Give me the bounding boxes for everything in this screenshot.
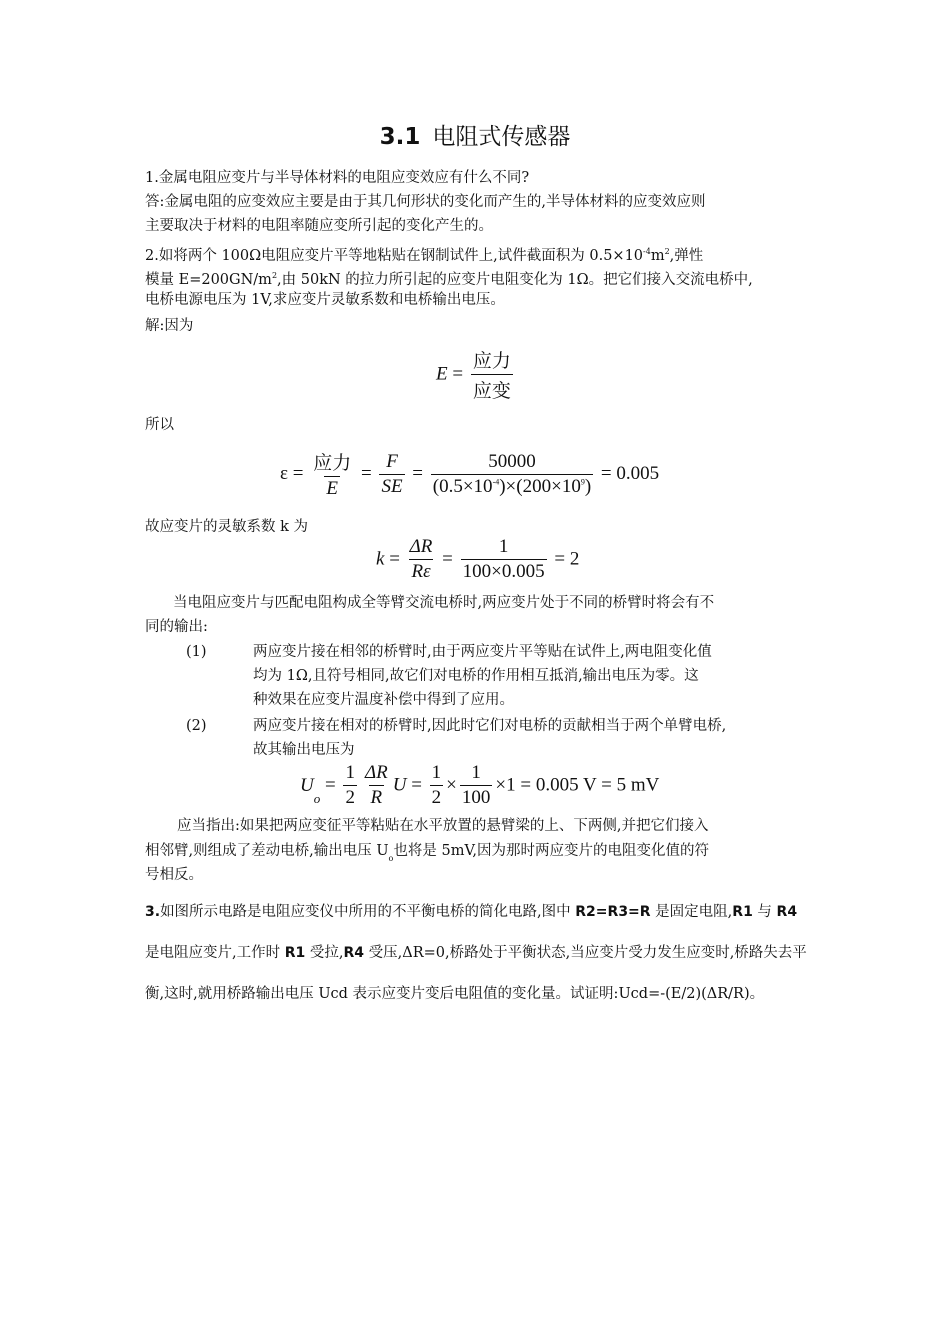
q2-line3: 电桥电源电压为 1V,求应变片灵敏系数和电桥输出电压。 xyxy=(145,292,505,308)
q2-solution-label: 解:因为 xyxy=(145,318,194,334)
case2-line1: 两应变片接在相对的桥臂时,因此时它们对电桥的贡献相当于两个单臂电桥, xyxy=(253,718,727,734)
formula-output-voltage: $U_o$ = $\frac{1}{2}$ $\frac{\Delta R}{R}$ U = $\frac{1}{2}$ × $\frac{1}{100}$ ×1 = 0.005 V = 5 mV xyxy=(300,762,660,808)
formula-modulus: E = $\frac{\text{应力}}{\text{应变}}$ xyxy=(436,351,511,402)
case2-label: (2) xyxy=(186,718,207,734)
q2-k-intro: 故应变片的灵敏系数 k 为 xyxy=(145,519,309,535)
note-line1: 应当指出:如果把两应变征平等粘贴在水平放置的悬臂梁的上、下两侧,并把它们接入 xyxy=(177,818,709,834)
q2-line2: 模量 $E=200GN/m^2$,由 50kN 的拉力所引起的应变片电阻变化为 1Ω。把它们接入交流电桥中, xyxy=(145,271,753,288)
q3-paragraph: 3.如图所示电路是电阻应变仪中所用的不平衡电桥的简化电路,图中 R2=R3=R 是固定电阻,R1 与 R4 是电阻应变片,工作时 R1 受拉,R4 受压,ΔR=0,桥路处于平衡状态,当应变片受力发生应变时,桥路失去平衡,这时,就用桥路输出电压 Ucd 表示应变片变后电阻值的变化量。试证明:Ucd=-(E/2)(ΔR/R)。 xyxy=(145,904,807,1002)
q2-line1: 2.如将两个 100Ω电阻应变片平等地粘贴在钢制试件上,试件截面积为 $0.5\times 10^{-4}m^2$,弹性 xyxy=(145,247,704,264)
formula-gauge-factor: k = $\frac{\Delta R}{R\varepsilon}$ = $\frac{1}{100\times 0.005}$ = 2 xyxy=(376,536,580,582)
q2-bridge-line1: 当电阻应变片与匹配电阻构成全等臂交流电桥时,两应变片处于不同的桥臂时将会有不 xyxy=(173,595,715,611)
section-number: 3.1 xyxy=(379,124,421,150)
page-title xyxy=(0,118,950,151)
q1-answer-line2: 主要取决于材料的电阻率随应变所引起的变化产生的。 xyxy=(145,218,493,234)
case1-line1: 两应变片接在相邻的桥臂时,由于两应变片平等贴在试件上,两电阻变化值 xyxy=(253,644,712,660)
case1-line3: 种效果在应变片温度补偿中得到了应用。 xyxy=(253,692,514,708)
formula-strain: ε = $\frac{\text{应力}}{E}$ = $\frac{F}{SE}$ = $\frac{50000}{(0.5\times 10^{-4})\times(200\times 10^9)}$ = 0.005 xyxy=(280,450,660,499)
section-title: 电阻式传感器 xyxy=(432,124,571,150)
q1-answer-line1: 答:金属电阻的应变效应主要是由于其几何形状的变化而产生的,半导体材料的应变效应则 xyxy=(145,194,706,210)
q2-so-label: 所以 xyxy=(145,417,174,433)
case2-line2: 故其输出电压为 xyxy=(253,742,355,758)
note-line2: 相邻臂,则组成了差动电桥,输出电压 $U_o$也将是 5mV,因为那时两应变片的电阻变化值的符 xyxy=(145,843,710,863)
note-line3: 号相反。 xyxy=(145,867,203,883)
case1-label: (1) xyxy=(186,644,207,660)
q1-question: 1.金属电阻应变片与半导体材料的电阻应变效应有什么不同? xyxy=(145,170,530,186)
q2-bridge-line2: 同的输出: xyxy=(145,619,208,635)
case1-line2: 均为 1Ω,且符号相同,故它们对电桥的作用相互抵消,输出电压为零。这 xyxy=(253,668,699,684)
